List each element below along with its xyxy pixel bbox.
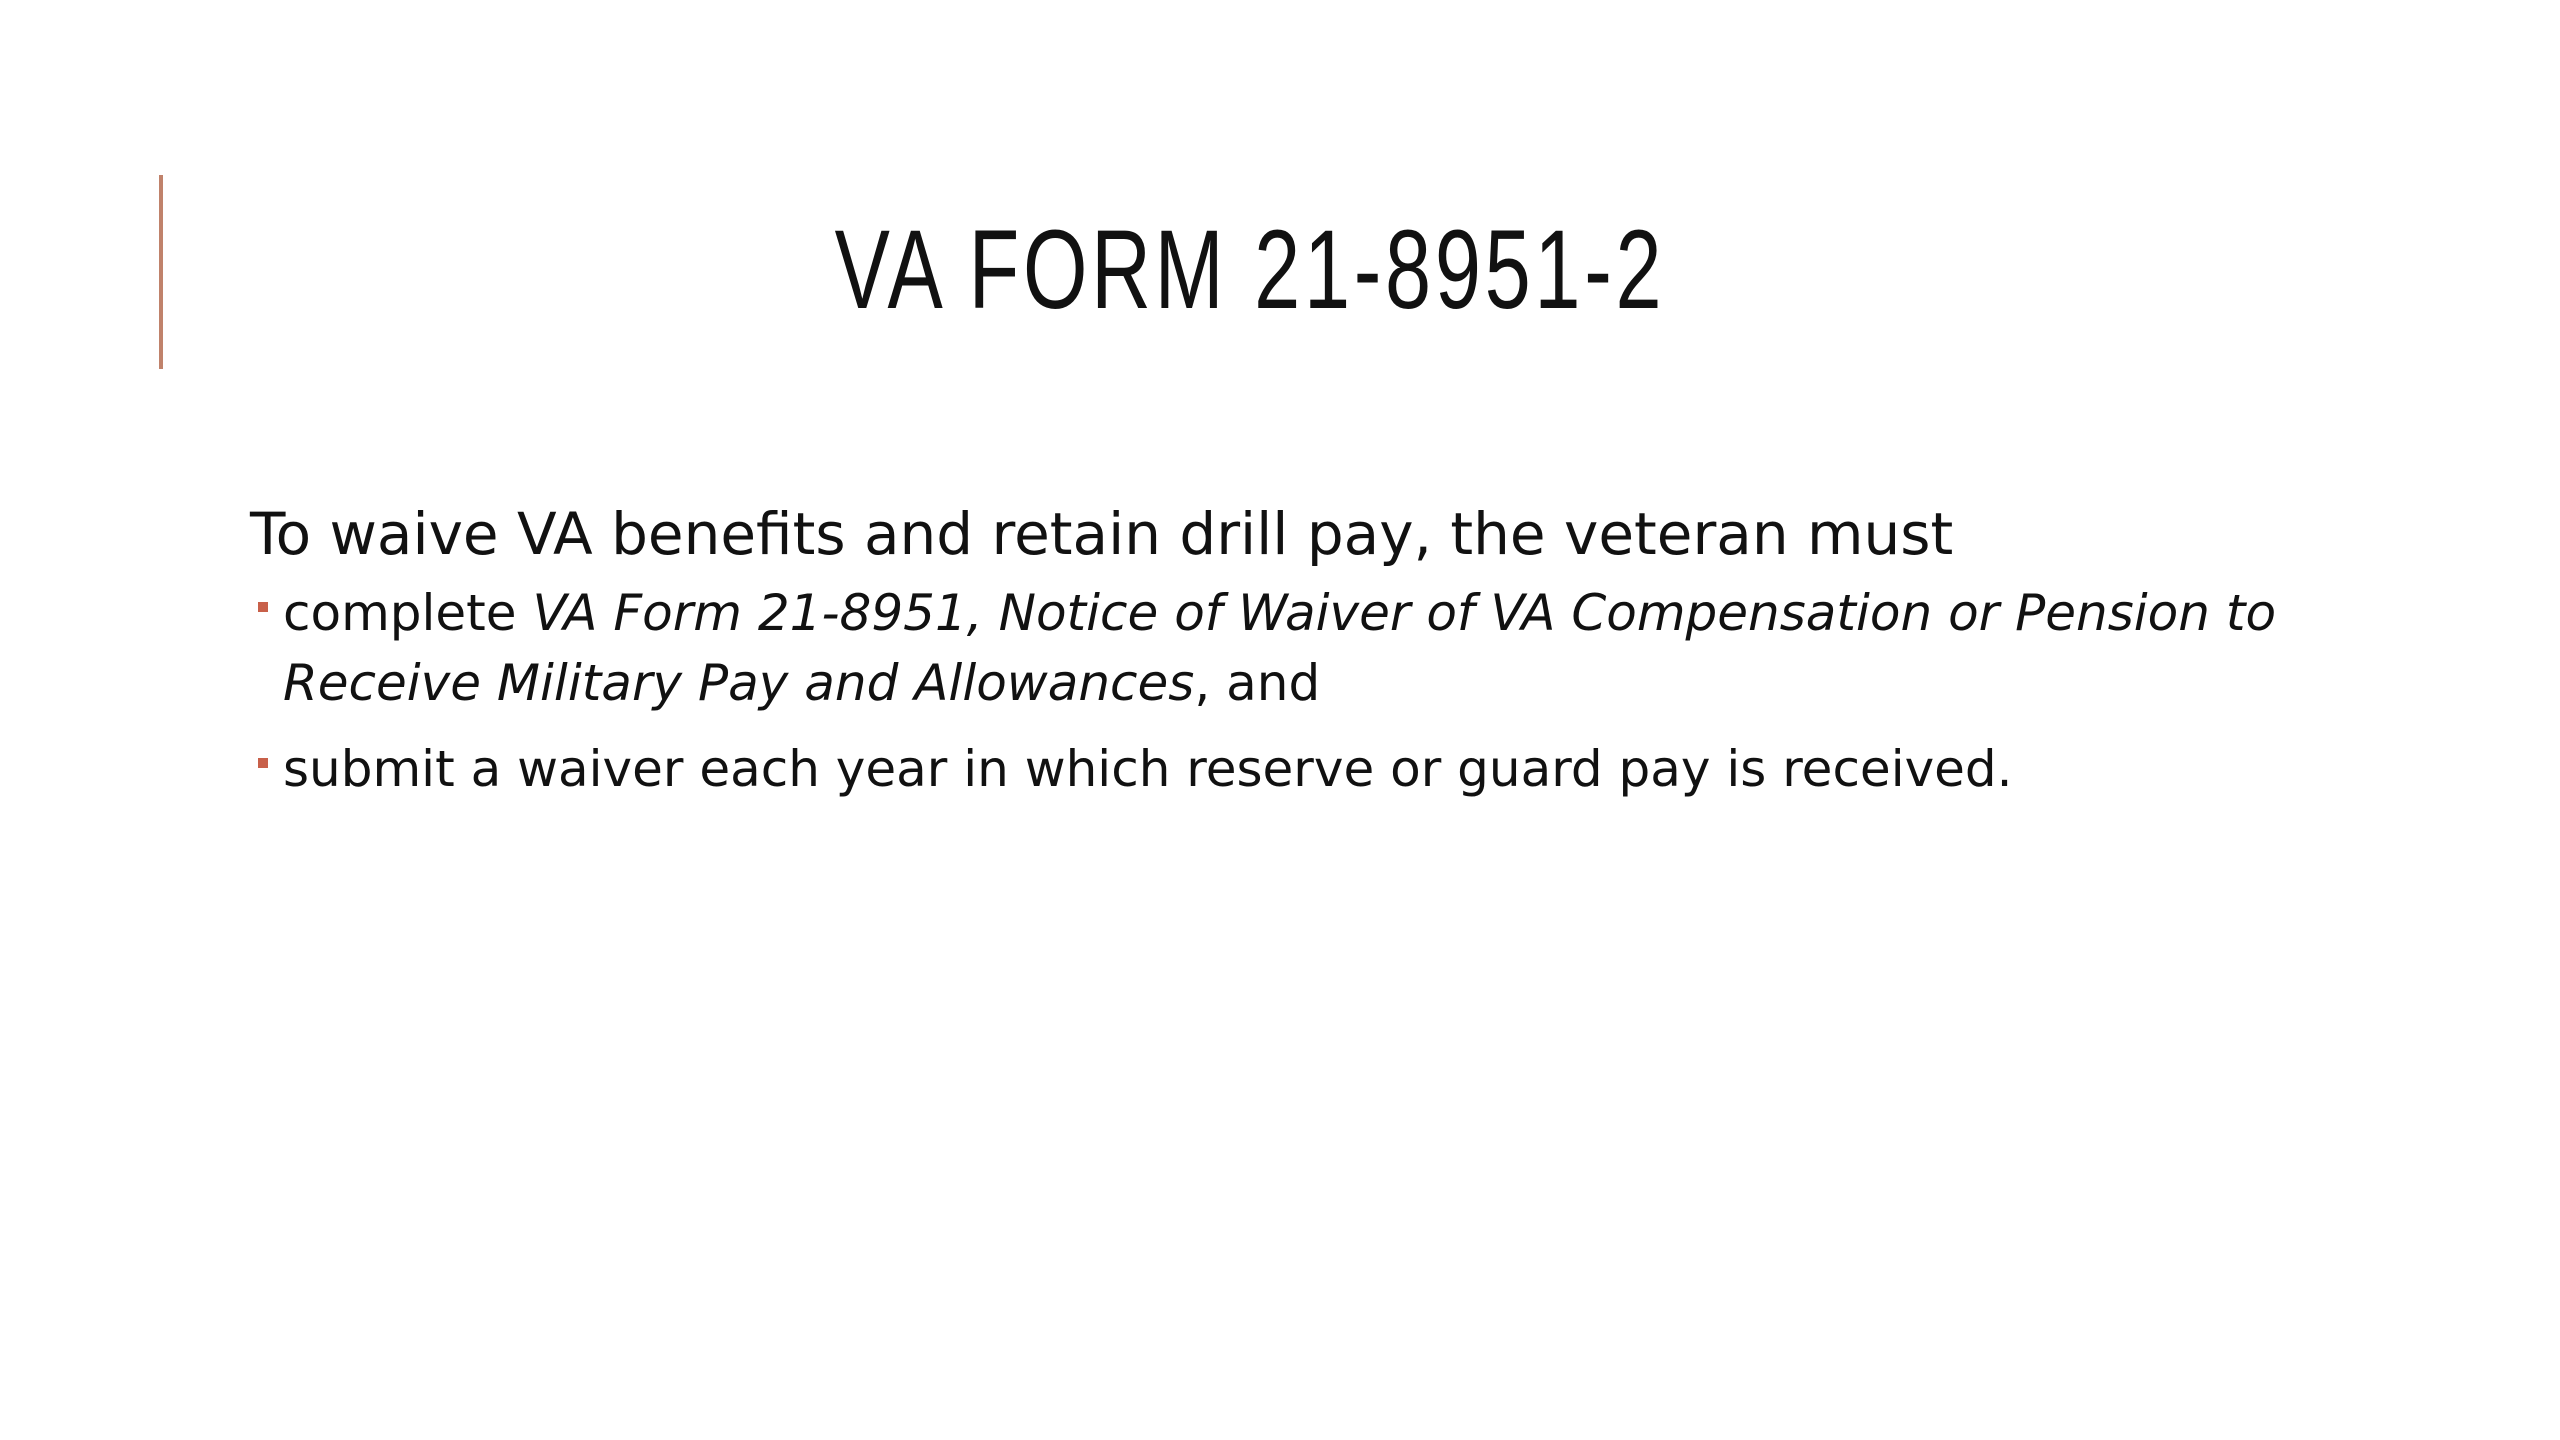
square-bullet-icon: [258, 758, 268, 768]
intro-text: To waive VA benefits and retain drill pay, the veteran must: [250, 500, 1954, 568]
slide-title: VA FORM 21-8951-2: [834, 207, 1666, 332]
bullet-prefix: complete: [283, 584, 533, 642]
title-accent-line: [159, 175, 163, 369]
square-bullet-icon: [258, 602, 268, 612]
bullet-suffix: , and: [1194, 654, 1321, 712]
form-title: VA Form 21-8951, Notice of Waiver of VA Compensation or Pension to Receive Military Pay and Allowances: [283, 584, 2277, 712]
bullet-list: [250, 578, 2300, 804]
bullet-text: submit a waiver each year in which reserve or guard pay is received.: [283, 740, 2013, 798]
bullet-item-complete-form: [250, 578, 2300, 718]
slide-body: [250, 490, 2300, 804]
bullet-item-submit-waiver: [250, 734, 2300, 804]
